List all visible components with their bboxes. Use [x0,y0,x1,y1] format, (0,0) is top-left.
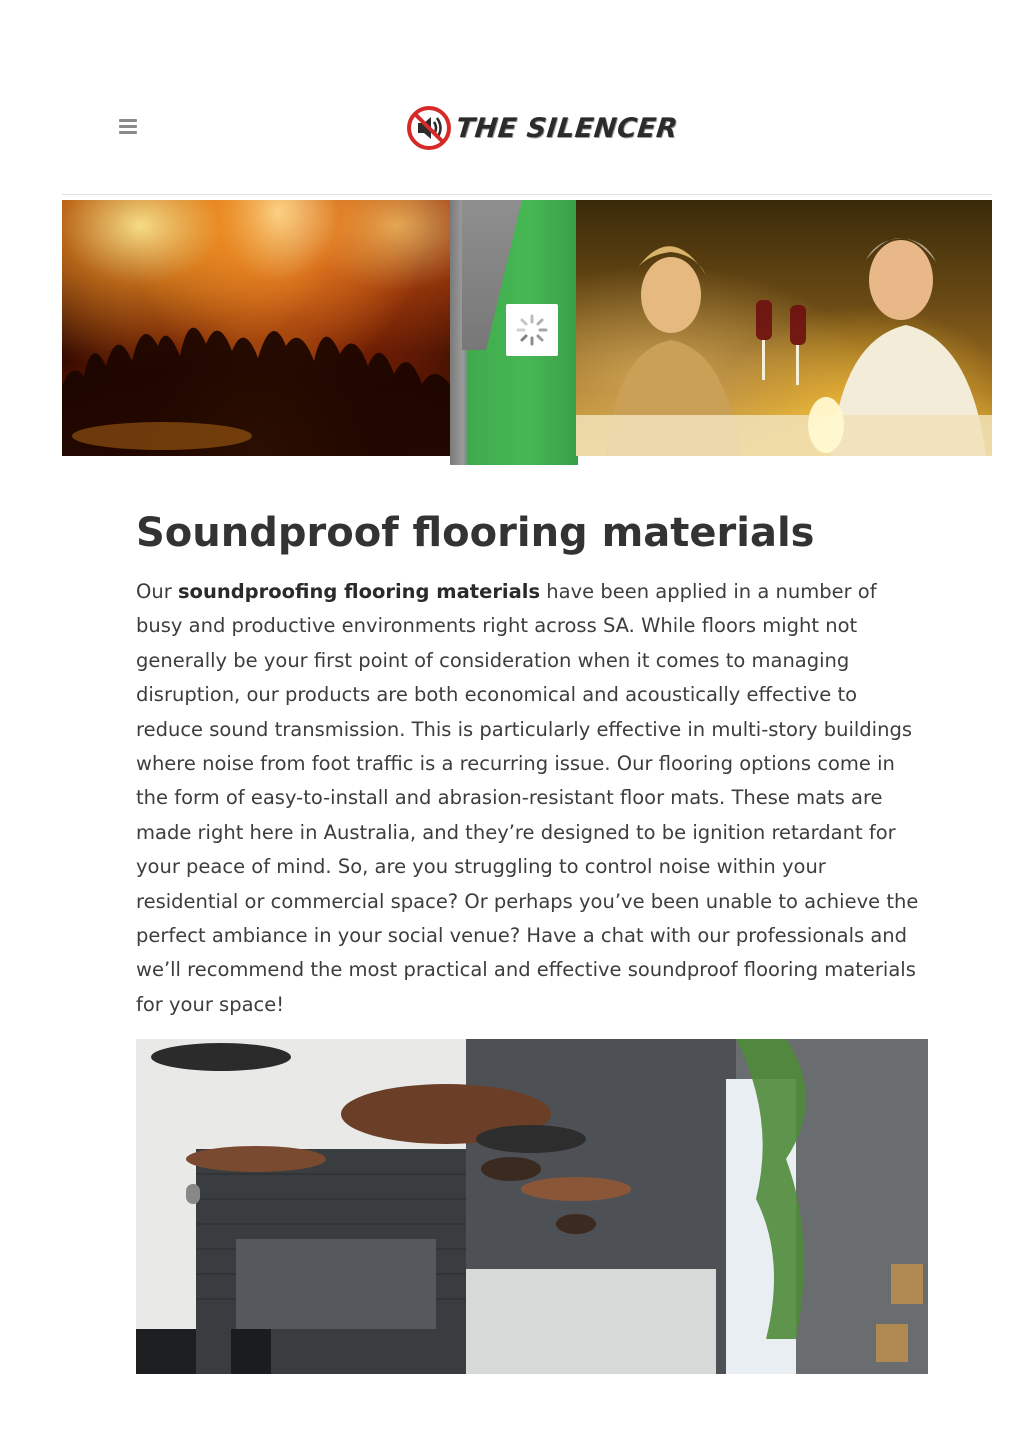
hamburger-icon[interactable] [119,119,137,135]
venue-scene [136,1039,928,1374]
loading-spinner-icon[interactable] [506,304,558,356]
site-logo[interactable] [406,104,678,152]
intro-prefix: Our [136,580,178,603]
venue-interior-photo [136,1039,928,1374]
article-body: have been applied in a number of busy and productive environments right across SA. While floors might not generally be your first point of consideration when it comes to managing disruption, our products are both economical and acoustically effective to reduce sound transmission. This is particularly effective in multi-story buildings where noise from foot traffic is a recurring issue. Our flooring options come in the form of easy-to-install and abrasion-resistant floor mats. These mats are made right here in Australia, and they’re designed to be ignition retardant for your peace of mind. So, are you struggling to control noise within your residential or commercial space? Or perhaps you’ve been unable to achieve the perfect ambiance in your social venue? Have a chat with our professionals and we’ll recommend the most practical and effective soundproof flooring materials for your space! [136,580,919,1016]
logo-text: THE SILENCER [454,112,680,144]
spinner-graphic [506,304,558,356]
site-header [62,0,992,195]
intro-bold: soundproofing flooring materials [177,580,541,603]
hero-slider[interactable] [62,200,992,465]
dinner-scene [576,200,992,456]
crowd-silhouette [62,266,454,456]
muted-speaker-icon [406,105,452,151]
restaurant-couple-photo [576,200,992,456]
article-paragraph [136,575,928,1022]
nightclub-crowd-photo [62,200,454,456]
page-title: Soundproof flooring materials [136,510,815,556]
article-content [136,505,928,1022]
